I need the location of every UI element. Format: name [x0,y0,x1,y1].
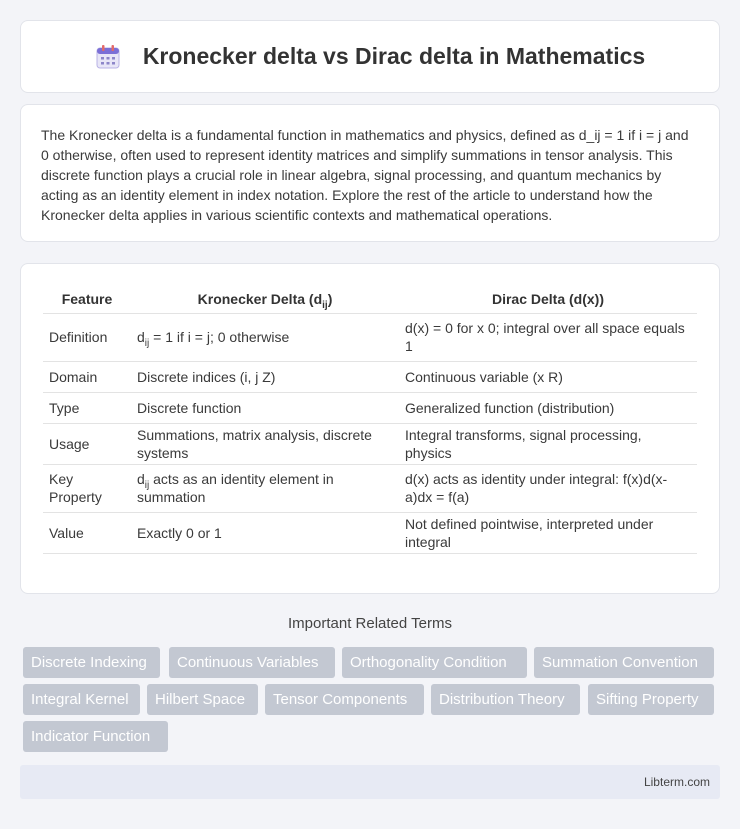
related-term-tag[interactable]: Sifting Property [588,684,714,715]
table-row [43,313,697,361]
cell-kronecker: Discrete function [131,392,399,423]
cell-dirac: d(x) acts as identity under integral: f(x)d(x-a)dx = f(a) [399,464,697,512]
intro-paragraph: The Kronecker delta is a fundamental function in mathematics and physics, defined as d_ij = 1 if i = j and 0 otherwise, often used to represent identity matrices and simplify summations in tensor analysis. This discrete function plays a crucial role in linear algebra, signal processing, and quantum mechanics by acting as an identity element in index notation. Explore the rest of the article to understand how the Kronecker delta applies in various scientific contexts and mathematical operations. [41,127,689,223]
cell-feature: Usage [43,423,131,464]
table-row [43,423,697,464]
table-row [43,392,697,423]
related-term-tag[interactable]: Distribution Theory [431,684,580,715]
page-title: Kronecker delta vs Dirac delta in Mathematics [142,43,646,69]
cell-feature: Value [43,512,131,553]
cell-feature: Definition [43,313,131,361]
cell-dirac: Generalized function (distribution) [399,392,697,423]
cell-kronecker: Discrete indices (i, j Z) [131,361,399,392]
related-term-tag[interactable]: Tensor Components [265,684,424,715]
footer-link[interactable]: Libterm.com [643,775,710,789]
cell-kronecker: Summations, matrix analysis, discrete systems [131,423,399,464]
table-row [43,361,697,392]
related-term-tag[interactable]: Summation Convention [534,647,714,678]
table-row [43,464,697,512]
related-term-tag[interactable]: Integral Kernel [23,684,140,715]
cell-kronecker: Exactly 0 or 1 [131,512,399,553]
cell-dirac: Continuous variable (x R) [399,361,697,392]
related-term-tag[interactable]: Orthogonality Condition [342,647,527,678]
footer [20,765,720,799]
cell-dirac: d(x) = 0 for x 0; integral over all space equals 1 [399,313,697,361]
calendar-icon [95,44,121,70]
related-term-tag[interactable]: Indicator Function [23,721,168,752]
related-term-tag[interactable]: Continuous Variables [169,647,335,678]
header-kronecker: Kronecker Delta $(d_{ij})$ [131,284,399,313]
cell-feature: Key Property [43,464,131,512]
cell-feature: Domain [43,361,131,392]
table-row [43,512,697,553]
header-card [20,20,720,93]
related-term-tag[interactable]: Hilbert Space [147,684,258,715]
header-dirac: Dirac Delta (d(x)) [399,284,697,313]
cell-dirac: Not defined pointwise, interpreted under integral [399,512,697,553]
comparison-card [20,263,720,594]
related-terms-title: Important Related Terms [288,615,452,632]
cell-kronecker: $d_{ij} = 1$ if i = j; 0 otherwise [131,313,399,361]
cell-kronecker: $d_{ij}$ acts as an identity element in summation [131,464,399,512]
related-term-tag[interactable]: Discrete Indexing [23,647,160,678]
comparison-table [43,284,697,554]
intro-card [20,104,720,242]
header-feature: Feature [43,284,131,313]
cell-feature: Type [43,392,131,423]
cell-dirac: Integral transforms, signal processing, physics [399,423,697,464]
